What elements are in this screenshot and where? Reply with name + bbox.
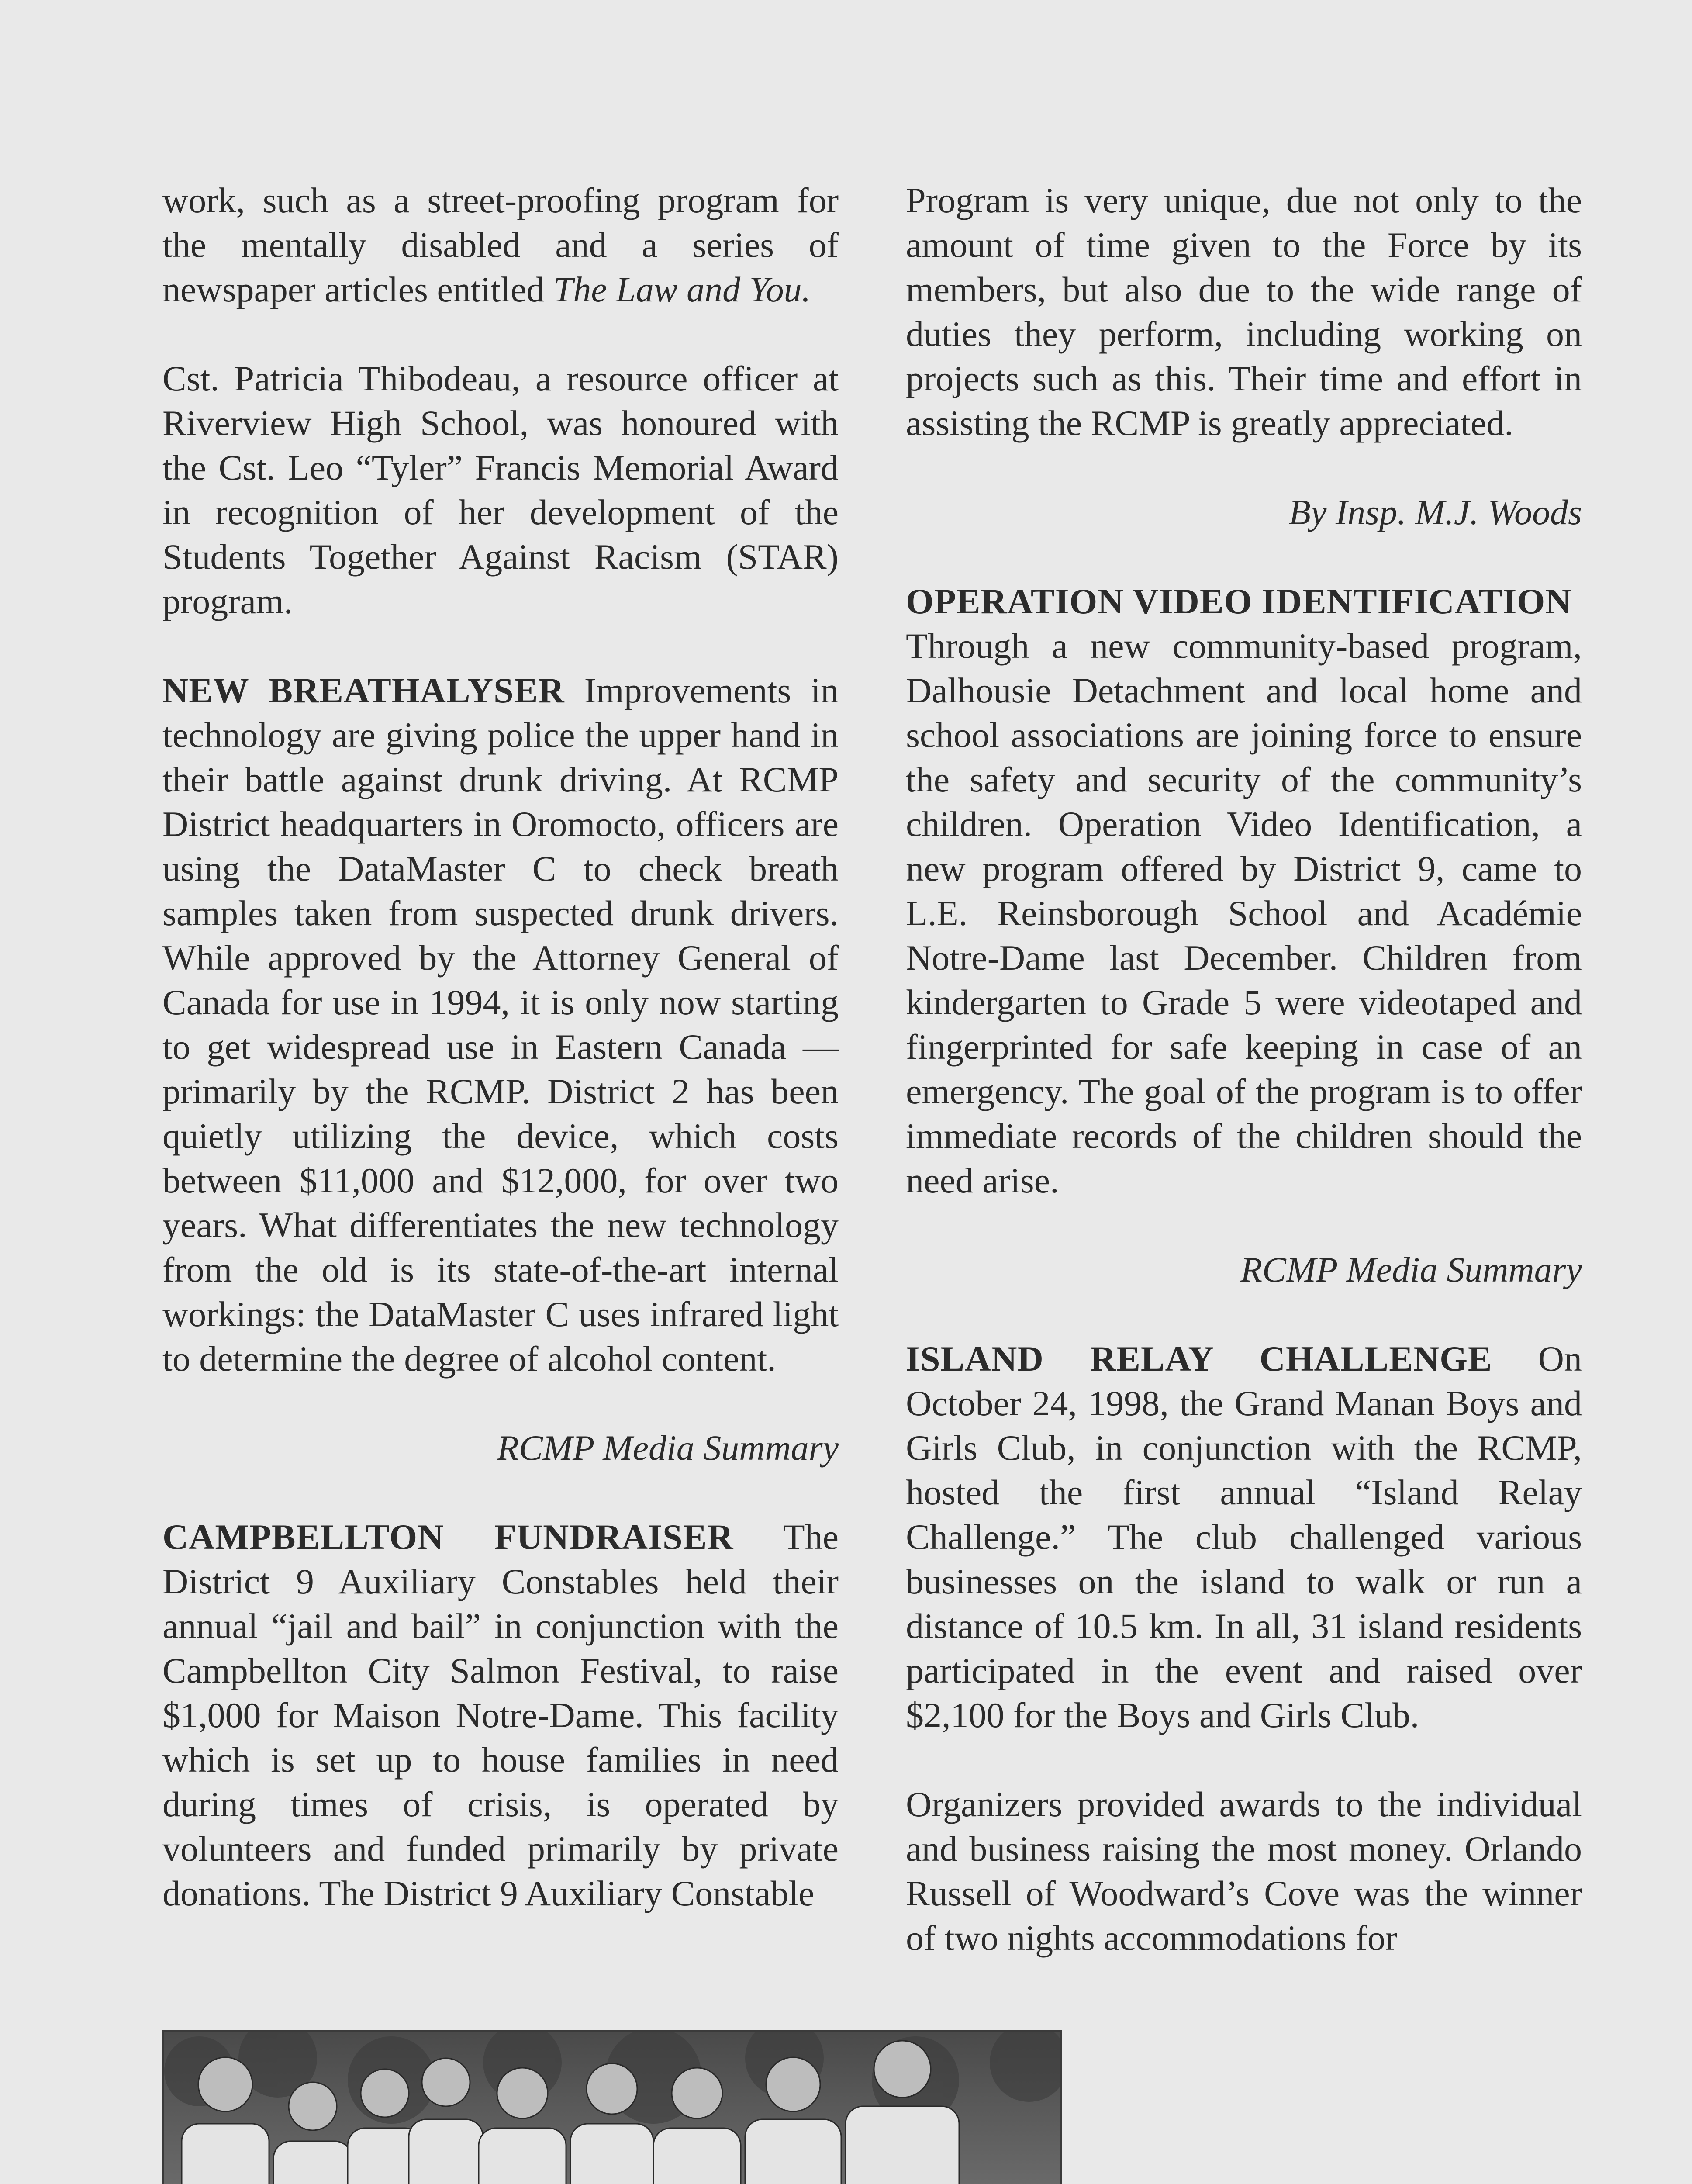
breathalyser-article [162, 668, 839, 1381]
group-photo [162, 2030, 1062, 2184]
campbellton-article [162, 1515, 839, 1916]
left-column [162, 178, 839, 1916]
breathalyser-byline: RCMP Media Summary [497, 1428, 839, 1468]
relay-heading: ISLAND RELAY CHALLENGE [906, 1339, 1492, 1379]
breathalyser-heading: NEW BREATHALYSER [162, 670, 565, 710]
video-article [906, 579, 1582, 1203]
relay-body: On October 24, 1998, the Grand Manan Boys and Girls Club, in conjunction with the RCMP, hosted the first annual “Island Relay Challenge.” The club challenged various businesses on the island to walk or run a distance of 10.5 km. In all, 31 island residents participated in the event and raised over $2,100 for the Boys and Girls Club. [906, 1339, 1582, 1735]
relay-article [906, 1337, 1582, 1738]
law-and-you-title: The Law and You. [553, 270, 811, 309]
breathalyser-body: Improvements in technology are giving police the upper hand in their battle against drunk driving. At RCMP District headquarters in Oromocto, officers are using the DataMaster C to check breath samples taken from suspected drunk drivers. While approved by the Attorney General of Canada for use in 1994, it is only now starting to get widespread use in Eastern Canada — primarily by the RCMP. District 2 has been quietly utilizing the device, which costs between $11,000 and $12,000, for over two years. What differentiates the new technology from the old is its state-of-the-art internal workings: the DataMaster C uses infrared light to determine the degree of alcohol content. [162, 670, 839, 1379]
right-paragraph-1: Program is very unique, due not only to the amount of time given to the Force by its members, but also due to the wide range of duties they perform, including working on projects such as this. Their time and effort in assisting the RCMP is greatly appreciated. [906, 180, 1582, 443]
campbellton-heading: CAMPBELLTON FUNDRAISER [162, 1517, 734, 1557]
video-body: Through a new community-based program, Dalhousie Detachment and local home and school associations are joining force to ensure the safety and security of the community’s children. Operation Video Identification, a new program offered by District 9, came to L.E. Reinsborough School and Académie Notre-Dame last December. Children from kindergarten to Grade 5 were videotaped and fingerprinted for safe keeping in case of an emergency. The goal of the program is to offer immediate records of the children should the need arise. [906, 626, 1582, 1200]
left-paragraph-2: Cst. Patricia Thibodeau, a resource officer at Riverview High School, was honoured with the Cst. Leo “Tyler” Francis Memorial Award in recognition of her development of the Students Together Against Racism (STAR) program. [162, 359, 839, 621]
video-byline: RCMP Media Summary [1240, 1250, 1582, 1289]
woods-byline: By Insp. M.J. Woods [1288, 492, 1582, 532]
left-paragraph-1 [162, 178, 839, 312]
left-paragraph-1-text: work, such as a street-proofing program for the mentally disabled and a series of newspaper articles entitled [162, 180, 839, 309]
organizers-paragraph: Organizers provided awards to the individual and business raising the most money. Orlando Russell of Woodward’s Cove was the winner of two nights accommodations for [906, 1784, 1582, 1958]
right-column [906, 178, 1582, 1960]
campbellton-body: The District 9 Auxiliary Constables held their annual “jail and bail” in conjunction with the Campbellton City Salmon Festival, to raise $1,000 for Maison Notre-Dame. This facility which is set up to house families in need during times of crisis, is operated by volunteers and funded primarily by private donations. The District 9 Auxiliary Constable [162, 1517, 839, 1913]
video-heading: OPERATION VIDEO IDENTIFICATION [906, 581, 1572, 621]
group-photo-illustration [164, 2032, 1060, 2184]
